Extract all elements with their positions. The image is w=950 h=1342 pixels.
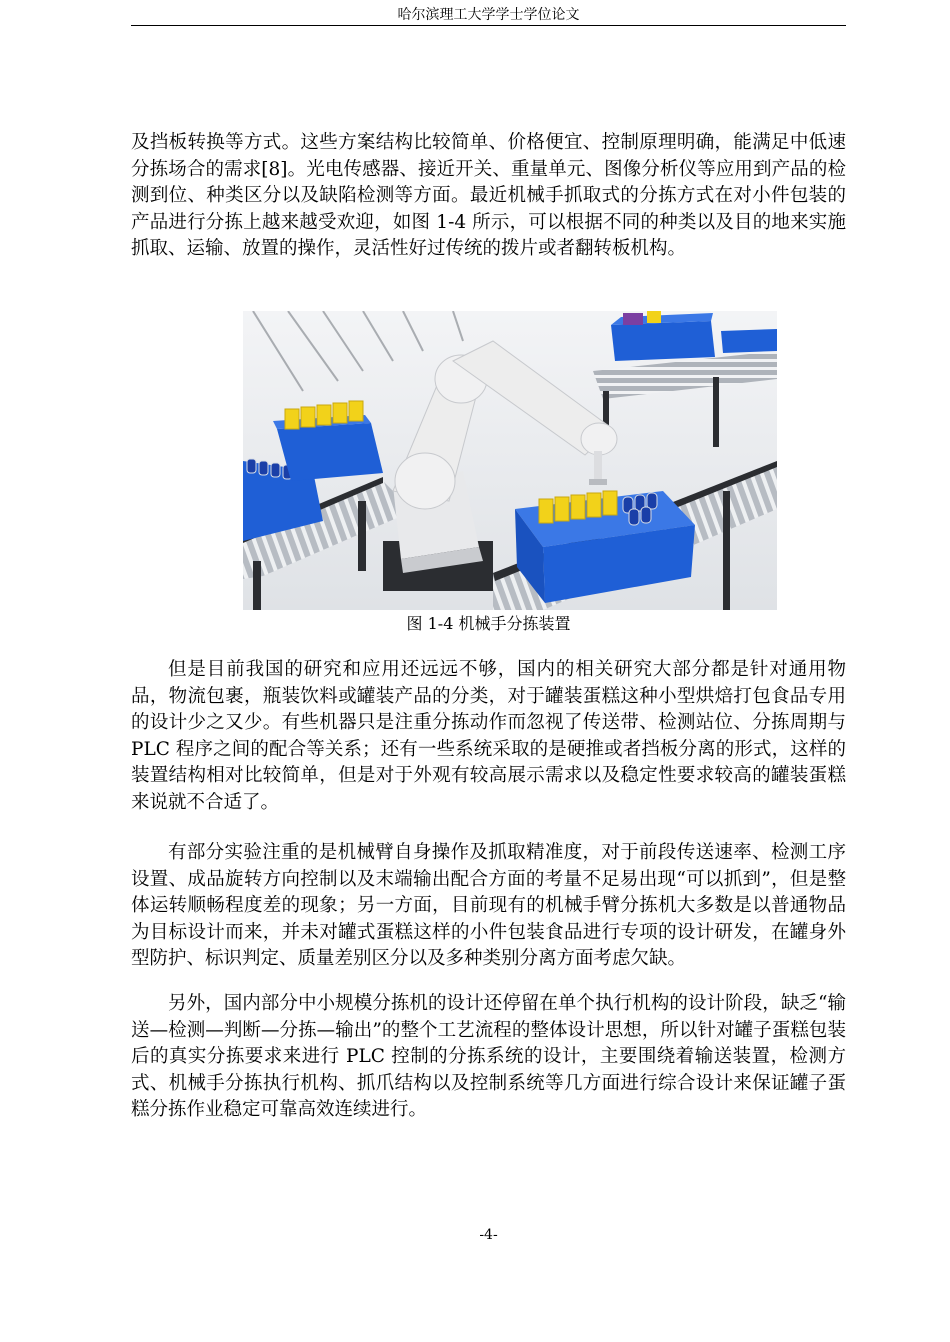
page-number: -4- (479, 1227, 498, 1243)
figure-caption: 图 1-4 机械手分拣装置 (406, 614, 571, 633)
running-header: 哈尔滨理工大学学士学位论文 (397, 7, 580, 23)
figure-robot-sorting (243, 311, 777, 610)
paragraph-2: 但是目前我国的研究和应用还远远不够，国内的相关研究大部分都是针对通用物品，物流包裹，瓶装饮料或罐装产品的分类，对于罐装蛋糕这种小型烘焙打包食品专用的设计少之又少。有些机器只是注重分拣动作而忽视了传送带、检测站位、分拣周期与 PLC 程序之间的配合等关系；还有一些系统采取的是硬推或者挡板分离的形式，这样的装置结构相对比较简单，但是对于外观有较高展示需求以及稳定性要求较高的罐装蛋糕来说就不合适了。 (131, 659, 846, 813)
header-rule (131, 25, 846, 26)
paragraph-4: 另外，国内部分中小规模分拣机的设计还停留在单个执行机构的设计阶段，缺乏“输送—检测—判断—分拣—输出”的整个工艺流程的整体设计思想，所以针对罐子蛋糕包装后的真实分拣要求来进行 PLC 控制的分拣系统的设计，主要围绕着输送装置，检测方式、机械手分拣执行机构、抓爪结构以及控制系统等几方面进行综合设计来保证罐子蛋糕分拣作业稳定可靠高效连续进行。 (131, 993, 846, 1120)
robot-arm-sorting-illustration (243, 311, 777, 610)
paragraph-1: 及挡板转换等方式。这些方案结构比较简单、价格便宜、控制原理明确，能满足中低速分拣场合的需求[8]。光电传感器、接近开关、重量单元、图像分析仪等应用到产品的检测到位、种类区分以及缺陷检测等方面。最近机械手抓取式的分拣方式在对小件包装的产品进行分拣上越来越受欢迎，如图 1-4 所示，可以根据不同的种类以及目的地来实施抓取、运输、放置的操作，灵活性好过传统的拨片或者翻转板机构。 (131, 132, 846, 259)
paragraph-3: 有部分实验注重的是机械臂自身操作及抓取精准度，对于前段传送速率、检测工序设置、成品旋转方向控制以及末端输出配合方面的考量不足易出现“可以抓到”，但是整体运转顺畅程度差的现象；另一方面，目前现有的机械手臂分拣机大多数是以普通物品为目标设计而来，并未对罐式蛋糕这样的小件包装食品进行专项的设计研发，在罐身外型防护、标识判定、质量差别区分以及多种类别分离方面考虑欠缺。 (131, 842, 846, 969)
